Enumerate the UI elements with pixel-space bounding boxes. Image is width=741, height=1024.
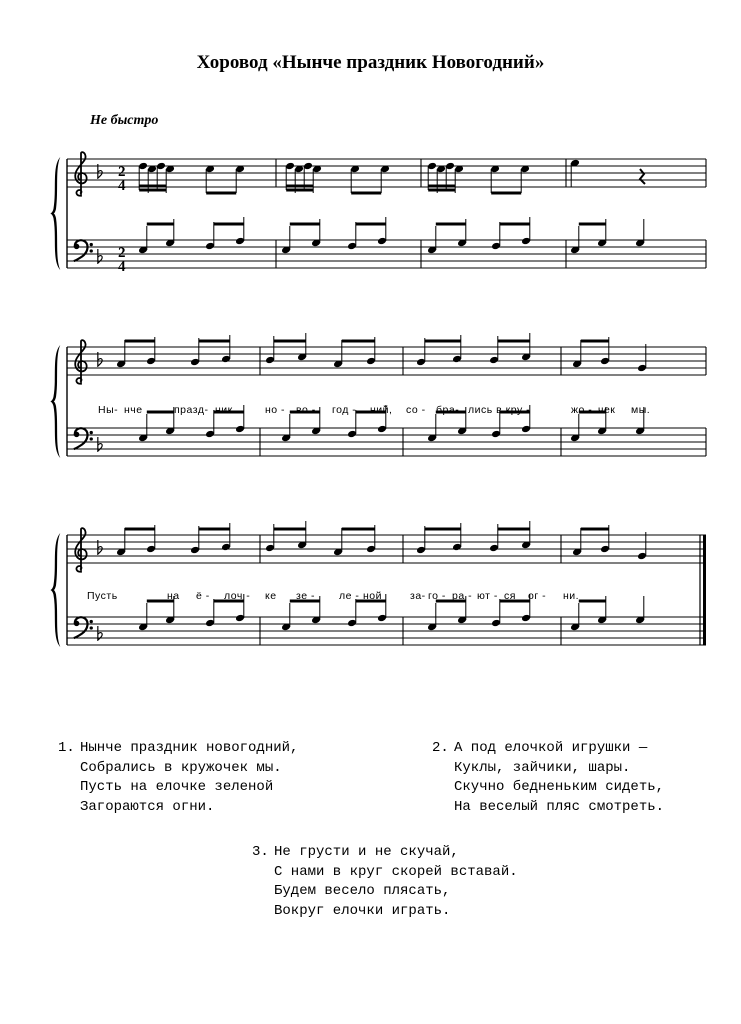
time-signature-top-treble: 2 (118, 164, 126, 180)
lyric-syllable: ё - (196, 590, 210, 602)
time-signature-top-bass: 2 (118, 245, 126, 261)
lyric-syllable: ни. (563, 590, 580, 602)
verse-line: Пусть на елочке зеленой (80, 779, 274, 795)
lyric-syllable: лись в кру - (468, 404, 531, 416)
verse-line: Не грусти и не скучай, (274, 844, 459, 860)
bass-clef-icon (74, 428, 93, 449)
verse-line: Вокруг елочки играть. (274, 902, 451, 919)
lyric-syllable: лоч - (224, 590, 251, 602)
lyric-syllable: на (167, 590, 180, 602)
verse-line: Скучно бедненьким сидеть, (454, 779, 665, 795)
time-signature-bottom-treble: 4 (118, 178, 126, 194)
bass-clef-icon (74, 240, 93, 261)
verse-number: 2. (432, 740, 449, 756)
lyric-syllable: ной (363, 590, 383, 602)
final-barline-thick (703, 535, 706, 645)
verse-line: Будем весело плясать, (274, 883, 451, 899)
lyric-syllable: го - (428, 590, 446, 602)
lyric-syllable: Пусть (87, 590, 118, 602)
lyric-syllable: но - (265, 404, 286, 416)
system-3 (67, 535, 706, 645)
quarter-rest-icon (640, 169, 645, 184)
lyric-syllable: ник (215, 404, 233, 416)
lyric-syllable: ра - (452, 590, 473, 602)
system-2 (67, 347, 706, 456)
lyric-syllable: за- (410, 590, 426, 602)
lyric-syllable: нче (124, 404, 143, 416)
verse-number: 3. (252, 844, 269, 860)
brace-icon (50, 345, 60, 458)
tempo-marking: Не быстро (90, 113, 159, 128)
lyric-syllable: ют - (477, 590, 498, 602)
bass-clef-icon (74, 617, 93, 638)
lyric-syllable: ле - (339, 590, 360, 602)
verse-1 (58, 739, 299, 817)
lyric-syllable: ке (265, 590, 277, 602)
verse-2 (432, 739, 665, 817)
verse-line: Собрались в кружочек мы. (80, 759, 282, 776)
verse-3 (252, 843, 518, 921)
page-title: Хоровод «Нынче праздник Новогодний» (196, 52, 545, 73)
brace-icon (50, 533, 60, 647)
verse-line: А под елочкой игрушки — (454, 740, 648, 756)
lyric-syllable: бра- (436, 404, 460, 416)
lyric-syllable: ний, (370, 404, 393, 416)
lyric-syllable: празд- (174, 404, 209, 416)
lyric-syllable: ся (504, 590, 516, 602)
verse-line: Нынче праздник новогодний, (80, 740, 299, 756)
lyric-syllable: год - (332, 404, 357, 416)
lyric-syllable: зе - (296, 590, 315, 602)
brace-icon (50, 157, 60, 270)
lyric-syllable: со - (406, 404, 426, 416)
verse-line: Куклы, зайчики, шары. (454, 759, 631, 776)
verse-line: На веселый пляс смотреть. (454, 798, 665, 815)
lyrics-system-2 (98, 404, 650, 416)
lyric-syllable: чек (598, 404, 616, 416)
lyric-syllable: ог - (528, 590, 547, 602)
time-signature-bottom-bass: 4 (118, 259, 126, 275)
lyric-syllable: жо - (571, 404, 593, 416)
lyric-syllable: во - (296, 404, 316, 416)
verse-line: С нами в круг скорей вставай. (274, 863, 518, 880)
verse-line: Загораются огни. (80, 798, 215, 815)
lyric-syllable: Ны- (98, 404, 119, 416)
lyric-syllable: мы. (631, 404, 651, 416)
system-1 (67, 159, 706, 268)
verse-number: 1. (58, 740, 75, 756)
